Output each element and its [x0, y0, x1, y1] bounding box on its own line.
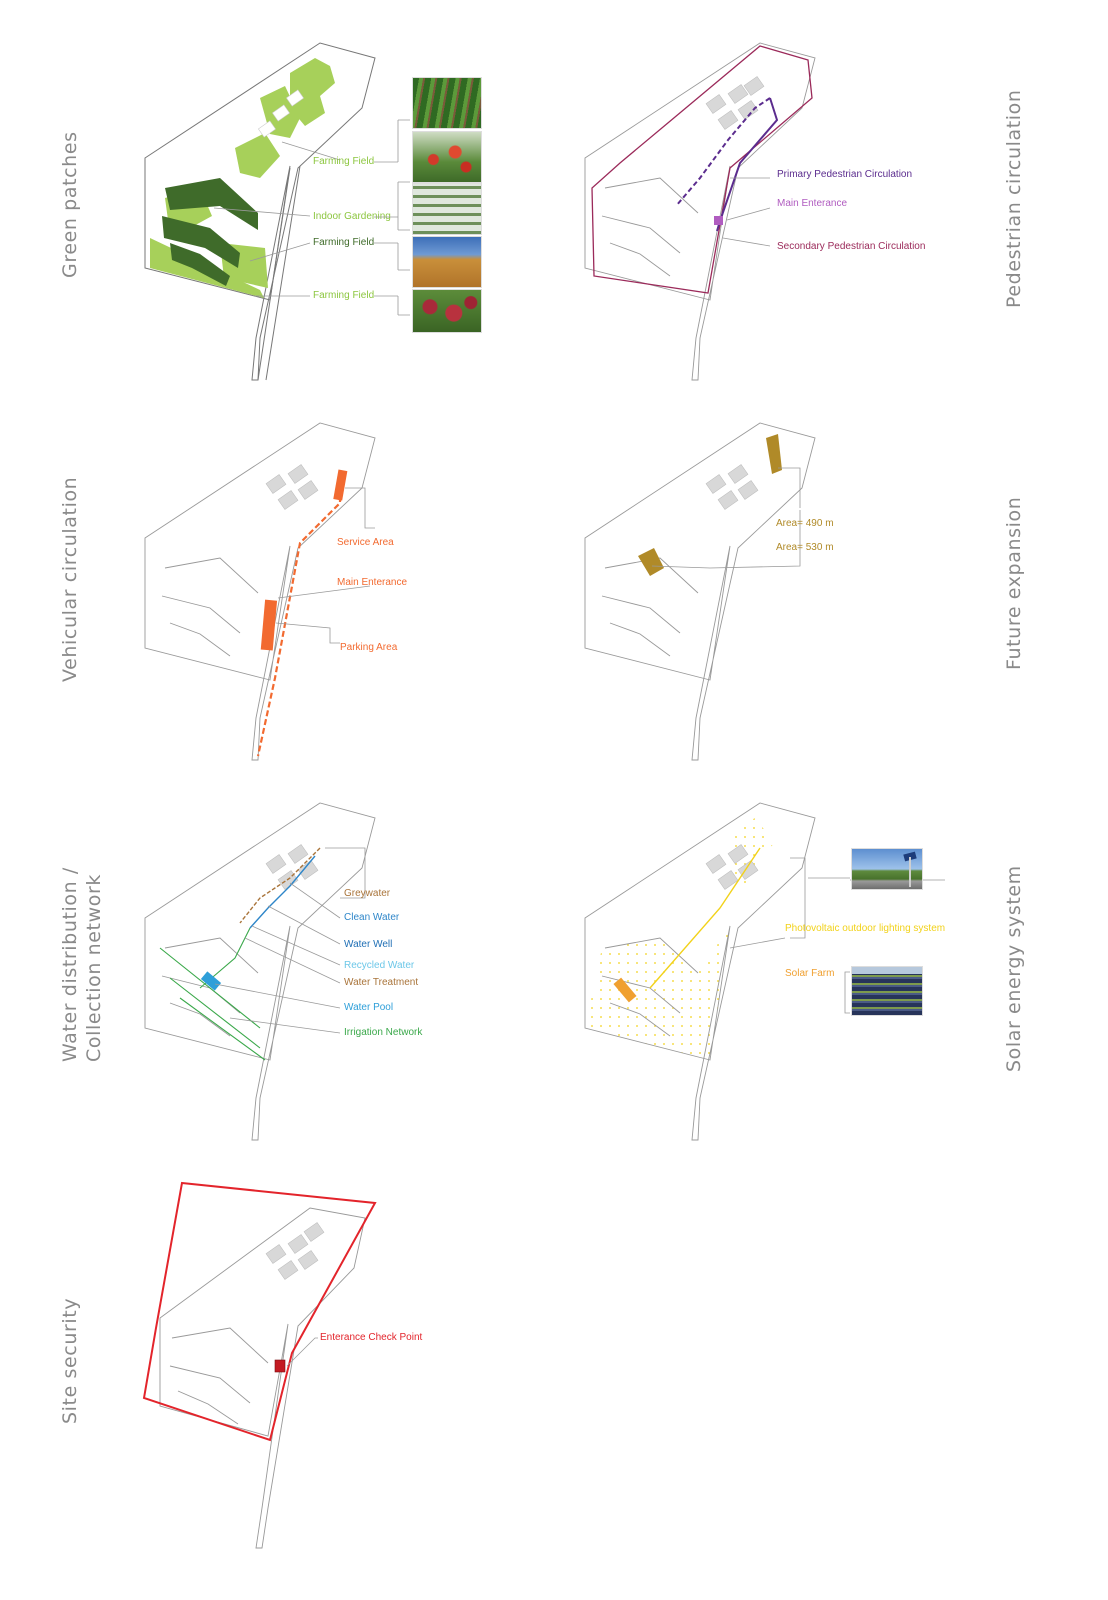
title-site-security: Site security: [59, 1297, 81, 1424]
vehicular-label-parking-area: Parking Area: [340, 642, 398, 653]
title-water-line1: Water distribution /: [59, 867, 81, 1062]
green-label-farming-field-1: Farming Field: [313, 156, 375, 167]
water-label-greywater: Greywater: [344, 888, 391, 899]
water-pool-marker: [201, 971, 221, 990]
title-green-patches: Green patches: [59, 131, 81, 278]
pedestrian-label-primary: Primary Pedestrian Circulation: [777, 169, 913, 180]
vehicular-label-service-area: Service Area: [337, 537, 394, 548]
water-label-water-treatment: Water Treatment: [344, 977, 419, 988]
solar-panel-field-photo: [851, 966, 923, 1016]
title-solar-energy: Solar energy system: [1003, 865, 1025, 1072]
solar-street-light-photo: [851, 848, 923, 890]
green-label-farming-field-3: Farming Field: [313, 290, 375, 301]
solar-label-solar-farm: Solar Farm: [785, 968, 835, 979]
water-label-irrigation-network: Irrigation Network: [344, 1027, 423, 1038]
water-label-water-pool: Water Pool: [344, 1002, 394, 1013]
pedestrian-site-plan: [580, 38, 830, 388]
apple-orchard-photo: [412, 289, 482, 333]
green-patches-brackets: [372, 110, 412, 320]
security-label-checkpoint: Enterance Check Point: [320, 1332, 423, 1343]
title-future-expansion: Future expansion: [1003, 496, 1025, 670]
tomato-greenhouse-photo: [412, 131, 482, 183]
green-label-farming-field-2: Farming Field: [313, 237, 375, 248]
main-entrance-marker: [714, 216, 723, 225]
pedestrian-label-secondary: Secondary Pedestrian Circulation: [777, 241, 926, 252]
pedestrian-label-main-entrance: Main Enterance: [777, 198, 848, 209]
irrigation-network: [160, 928, 265, 1060]
expansion-area-530: [638, 548, 664, 576]
hydroponic-racks-photo: [412, 183, 482, 235]
title-vehicular-circulation: Vehicular circulation: [59, 476, 81, 682]
service-area-marker: [333, 470, 347, 501]
wheat-field-photo: [412, 236, 482, 288]
parking-area-marker: [261, 600, 277, 651]
water-site-plan: [140, 798, 393, 1148]
title-pedestrian-circulation: Pedestrian circulation: [1003, 89, 1025, 308]
title-water-line2: Collection network: [83, 874, 105, 1062]
green-label-indoor-gardening: Indoor Gardening: [313, 211, 391, 222]
vehicular-label-main-entrance: Main Enterance: [337, 577, 408, 588]
crop-rows-photo: [412, 77, 482, 129]
future-label-area-530: Area= 530 m: [776, 542, 834, 553]
solar-label-photovoltaic: Photovoltaic outdoor lighting system: [785, 923, 946, 934]
future-label-area-490: Area= 490 m: [776, 518, 834, 529]
water-label-water-well: Water Well: [344, 939, 393, 950]
vehicular-site-plan: [140, 418, 390, 768]
entrance-checkpoint-marker: [275, 1360, 285, 1372]
future-expansion-site-plan: [580, 418, 830, 768]
security-perimeter: [144, 1183, 375, 1440]
security-site-plan: [140, 1178, 440, 1558]
water-label-clean-water: Clean Water: [344, 912, 400, 923]
water-label-recycled-water: Recycled Water: [344, 960, 415, 971]
